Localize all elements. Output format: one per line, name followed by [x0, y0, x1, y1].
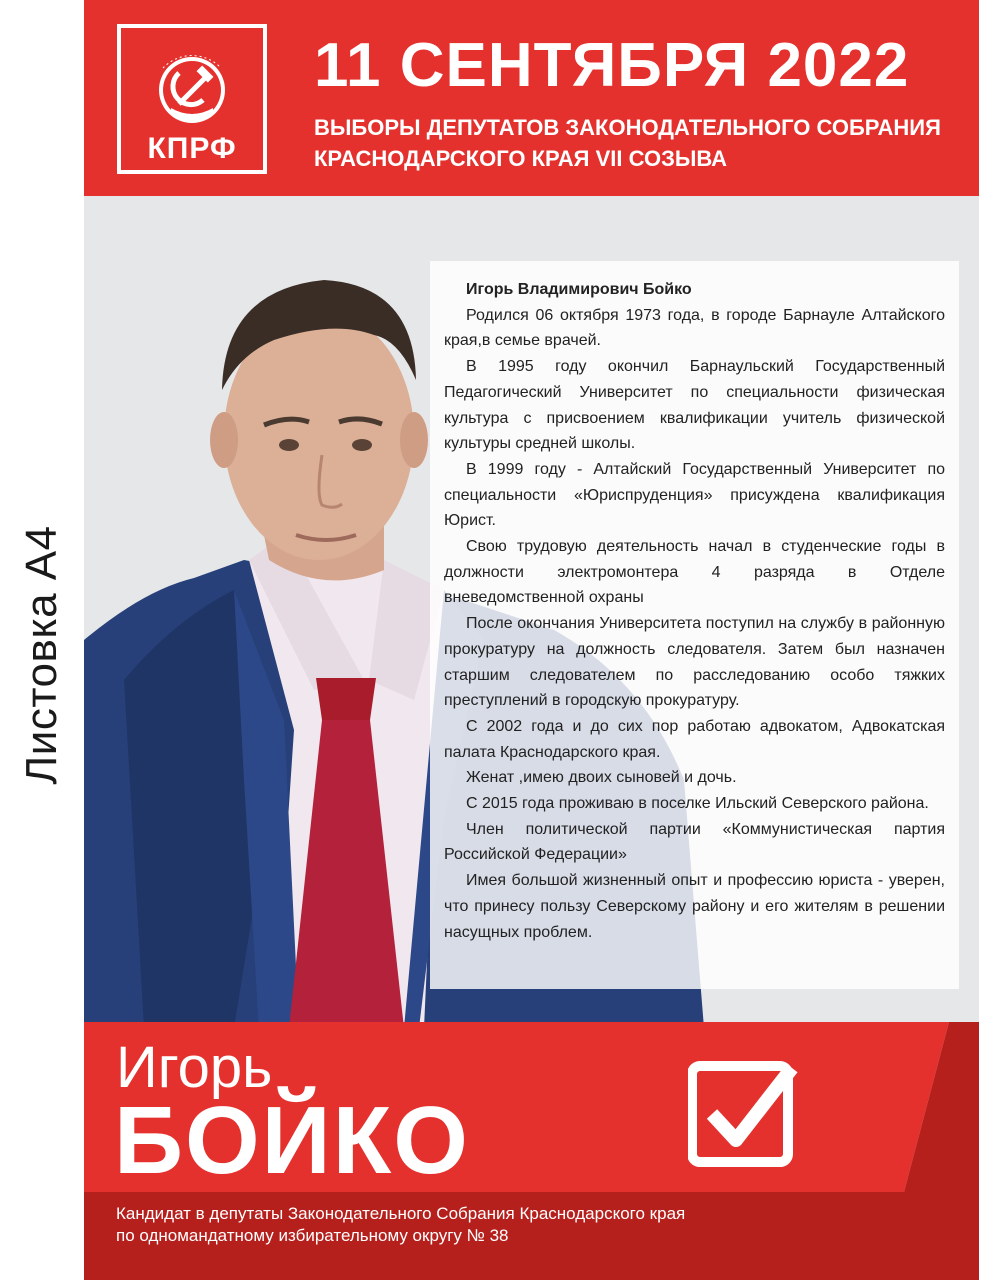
side-label: [0, 0, 84, 1280]
side-label-text: Листовка А4: [17, 525, 66, 785]
biography-panel: [430, 261, 959, 989]
candidate-caption: [116, 1203, 685, 1247]
candidate-last-name: БОЙКО: [114, 1087, 470, 1194]
bio-paragraph: Имея большой жизненный опыт и профессию юриста - уверен, что принесу пользу Северскому району и его жителям в решении насущных проблем.: [444, 872, 945, 941]
bio-paragraph: Член политической партии «Коммунистическая партия Российской Федерации»: [444, 820, 945, 864]
kprf-logo: [117, 24, 267, 174]
subtitle-line-2: КРАСНОДАРСКОГО КРАЯ VII СОЗЫВА: [314, 146, 728, 171]
bio-paragraph: Родился 06 октября 1973 года, в городе Барнауле Алтайского края,в семье врачей.: [444, 306, 945, 350]
bio-paragraph: В 1999 году - Алтайский Государственный Университет по специальности «Юриспруденция» присуждена квалификация Юрист.: [444, 460, 945, 530]
bio-paragraph: С 2015 года проживаю в поселке Ильский Северского района.: [466, 795, 929, 813]
bio-name: Игорь Владимирович Бойко: [466, 281, 692, 298]
candidate-first-name: Игорь: [116, 1035, 273, 1100]
bio-paragraph: В 1995 году окончил Барнаульский Государственный Педагогический Университет по специальности физическая культура с присвоением квалификации учитель физической культуры средней школы.: [444, 358, 945, 453]
caption-line-2: по одномандатному избирательному округу № 38: [116, 1226, 509, 1245]
subtitle-line-1: ВЫБОРЫ ДЕПУТАТОВ ЗАКОНОДАТЕЛЬНОГО СОБРАНИЯ: [314, 115, 941, 140]
bio-paragraph: С 2002 года и до сих пор работаю адвокатом, Адвокатская палата Краснодарского края.: [444, 717, 945, 761]
election-subtitle: [314, 112, 941, 174]
leaflet-sheet: [84, 0, 979, 1280]
caption-line-1: Кандидат в депутаты Законодательного Собрания Краснодарского края: [116, 1204, 686, 1223]
bio-paragraph: После окончания Университета поступил на службу в районную прокуратуру на должность следователя. Затем был назначен старшим следователем по расследованию особо тяжких преступлений в городскую прокуратуру.: [444, 615, 945, 710]
bio-paragraph: Свою трудовую деятельность начал в студенческие годы в должности электромонтера 4 разряда в Отделе вневедомственной охраны: [444, 538, 945, 607]
logo-text: КПРФ: [147, 132, 237, 165]
checkbox-checked-icon: [688, 1058, 800, 1170]
header: [84, 0, 979, 196]
election-date: 11 СЕНТЯБРЯ 2022: [314, 31, 910, 100]
bio-paragraph: Женат ,имею двоих сыновей и дочь.: [466, 769, 737, 787]
